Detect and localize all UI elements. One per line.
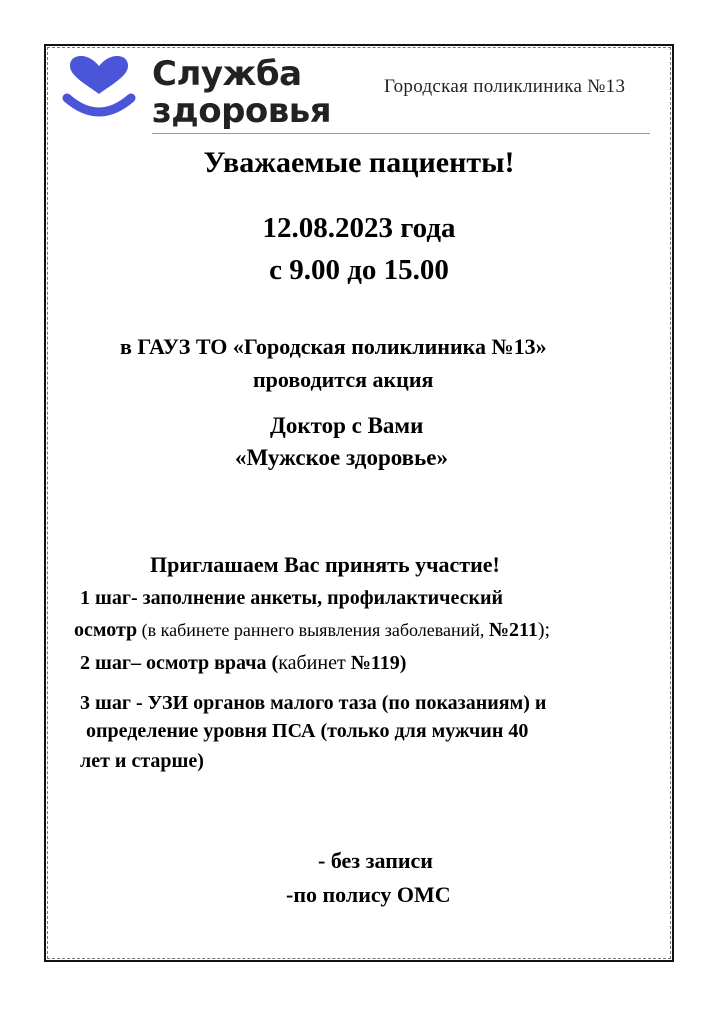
- note-insurance: -по полису ОМС: [286, 882, 451, 907]
- logo-wordmark: [152, 56, 331, 130]
- step3-line3: лет и старше): [80, 750, 204, 772]
- promo-title-line1: Доктор с Вами: [270, 413, 424, 438]
- step1-close: );: [537, 619, 551, 641]
- greeting-title: Уважаемые пациенты!: [203, 146, 515, 179]
- page-border-inner: [47, 47, 671, 959]
- step1-room-description: (в кабинете раннего выявления заболеваний,: [137, 620, 489, 640]
- organization-line: в ГАУЗ ТО «Городская поликлиника №13»: [120, 334, 547, 359]
- event-date: 12.08.2023 года: [262, 212, 456, 244]
- step2-label: 2 шаг– осмотр врача (: [80, 652, 279, 674]
- logo-line2: здоровья: [152, 91, 332, 131]
- step1-exam-label: осмотр: [74, 619, 138, 641]
- invite-heading: Приглашаем Вас принять участие!: [150, 552, 500, 577]
- header-divider: [152, 133, 650, 134]
- step1-line1: 1 шаг- заполнение анкеты, профилактический: [80, 587, 504, 609]
- step2-room-number: №119): [350, 652, 407, 674]
- step2-room-prefix: кабинет: [278, 652, 351, 674]
- action-line: проводится акция: [253, 367, 434, 392]
- logo-line1: Служба: [152, 54, 302, 94]
- promo-title-line2: «Мужское здоровье»: [235, 445, 448, 470]
- step1-line2: [74, 619, 550, 642]
- step2-line: [80, 652, 406, 675]
- note-no-appointment: - без записи: [318, 848, 433, 873]
- heart-smile-icon: [62, 56, 136, 118]
- step1-room-number: №211: [488, 619, 538, 641]
- clinic-header: Городская поликлиника №13: [384, 76, 626, 97]
- event-time: с 9.00 до 15.00: [269, 254, 449, 286]
- step3-line2: определение уровня ПСА (только для мужчин 40: [86, 720, 529, 742]
- step3-line1: 3 шаг - УЗИ органов малого таза (по показаниям) и: [80, 692, 547, 714]
